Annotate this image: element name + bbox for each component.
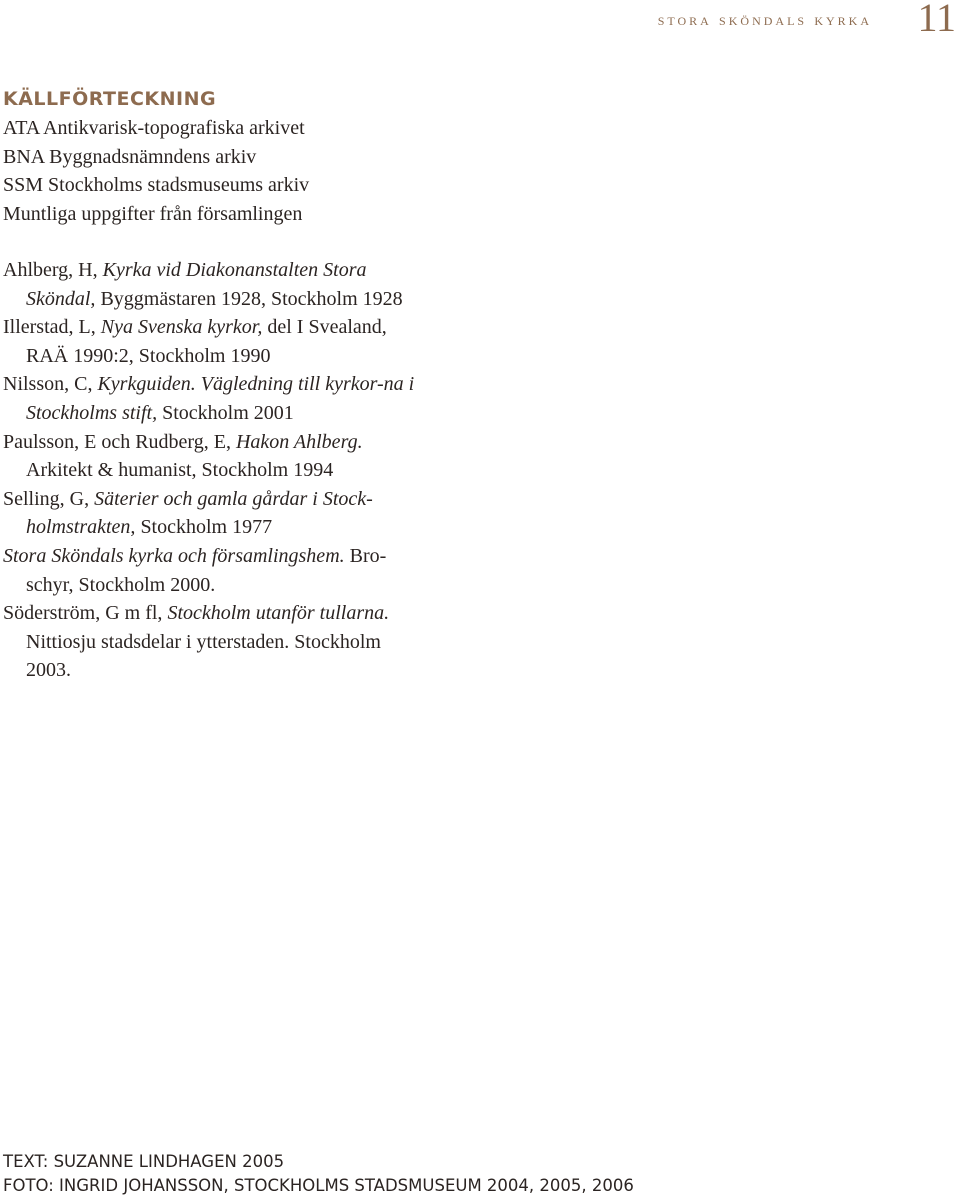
- reference-title: Kyrkguiden. Vägledning till kyrkor-na i Stockholms stift,: [26, 373, 415, 424]
- reference-title: Stockholm utanför tullarna.: [167, 602, 390, 625]
- reference-author: Illerstad, L,: [3, 316, 101, 339]
- archive-item: SSM Stockholms stadsmuseums arkiv: [3, 174, 310, 197]
- reference-details: Byggmästaren 1928, Stockholm 1928: [95, 287, 403, 310]
- reference-item: [3, 256, 415, 313]
- reference-title: Nya Svenska kyrkor,: [100, 316, 263, 339]
- reference-title: Säterier och gamla gårdar i Stock-holmstrakten,: [26, 487, 373, 539]
- reference-details: del I Svealand, RAÄ 1990:2, Stockholm 1990: [26, 316, 387, 367]
- reference-author: Selling, G,: [3, 487, 95, 510]
- reference-details: Nittiosju stadsdelar i ytterstaden. Stockholm 2003.: [26, 630, 381, 682]
- reference-author: Söderström, G m fl,: [3, 602, 168, 625]
- reference-item: [3, 485, 415, 542]
- reference-author: Paulsson, E och Rudberg, E,: [3, 430, 236, 453]
- page-number: 11: [917, 0, 956, 40]
- reference-details: Stockholm 1977: [135, 516, 273, 539]
- reference-details: Stockholm 2001: [157, 401, 294, 424]
- reference-item: [3, 370, 415, 427]
- archive-list: [3, 114, 423, 228]
- reference-item: [3, 542, 415, 599]
- reference-title: Kyrka vid Diakonanstalten Stora Sköndal,: [26, 259, 367, 310]
- section-heading: KÄLLFÖRTECKNING: [3, 88, 217, 110]
- archive-item: ATA Antikvarisk-topografiska arkivet: [3, 117, 305, 139]
- reference-title: Hakon Ahlberg.: [235, 430, 363, 453]
- reference-title: Stora Sköndals kyrka och församlingshem.: [3, 544, 345, 567]
- archive-item: BNA Byggnadsnämndens arkiv: [3, 145, 257, 168]
- reference-author: Ahlberg, H,: [3, 259, 103, 281]
- archive-item: Muntliga uppgifter från församlingen: [3, 202, 303, 225]
- reference-item: [3, 428, 415, 485]
- reference-details: Arkitekt & humanist, Stockholm 1994: [26, 459, 334, 482]
- running-head-title: stora sköndals kyrka: [657, 10, 872, 29]
- reference-details: Bro-schyr, Stockholm 2000.: [26, 544, 387, 596]
- reference-author: Nilsson, C,: [3, 373, 98, 396]
- reference-item: [3, 599, 415, 685]
- credits: [3, 1150, 634, 1198]
- text-credit: TEXT: SUZANNE LINDHAGEN 2005: [3, 1152, 285, 1171]
- photo-credit: FOTO: INGRID JOHANSSON, STOCKHOLMS STADSMUSEUM 2004, 2005, 2006: [3, 1176, 634, 1195]
- reference-list: [3, 256, 415, 685]
- reference-item: [3, 313, 415, 370]
